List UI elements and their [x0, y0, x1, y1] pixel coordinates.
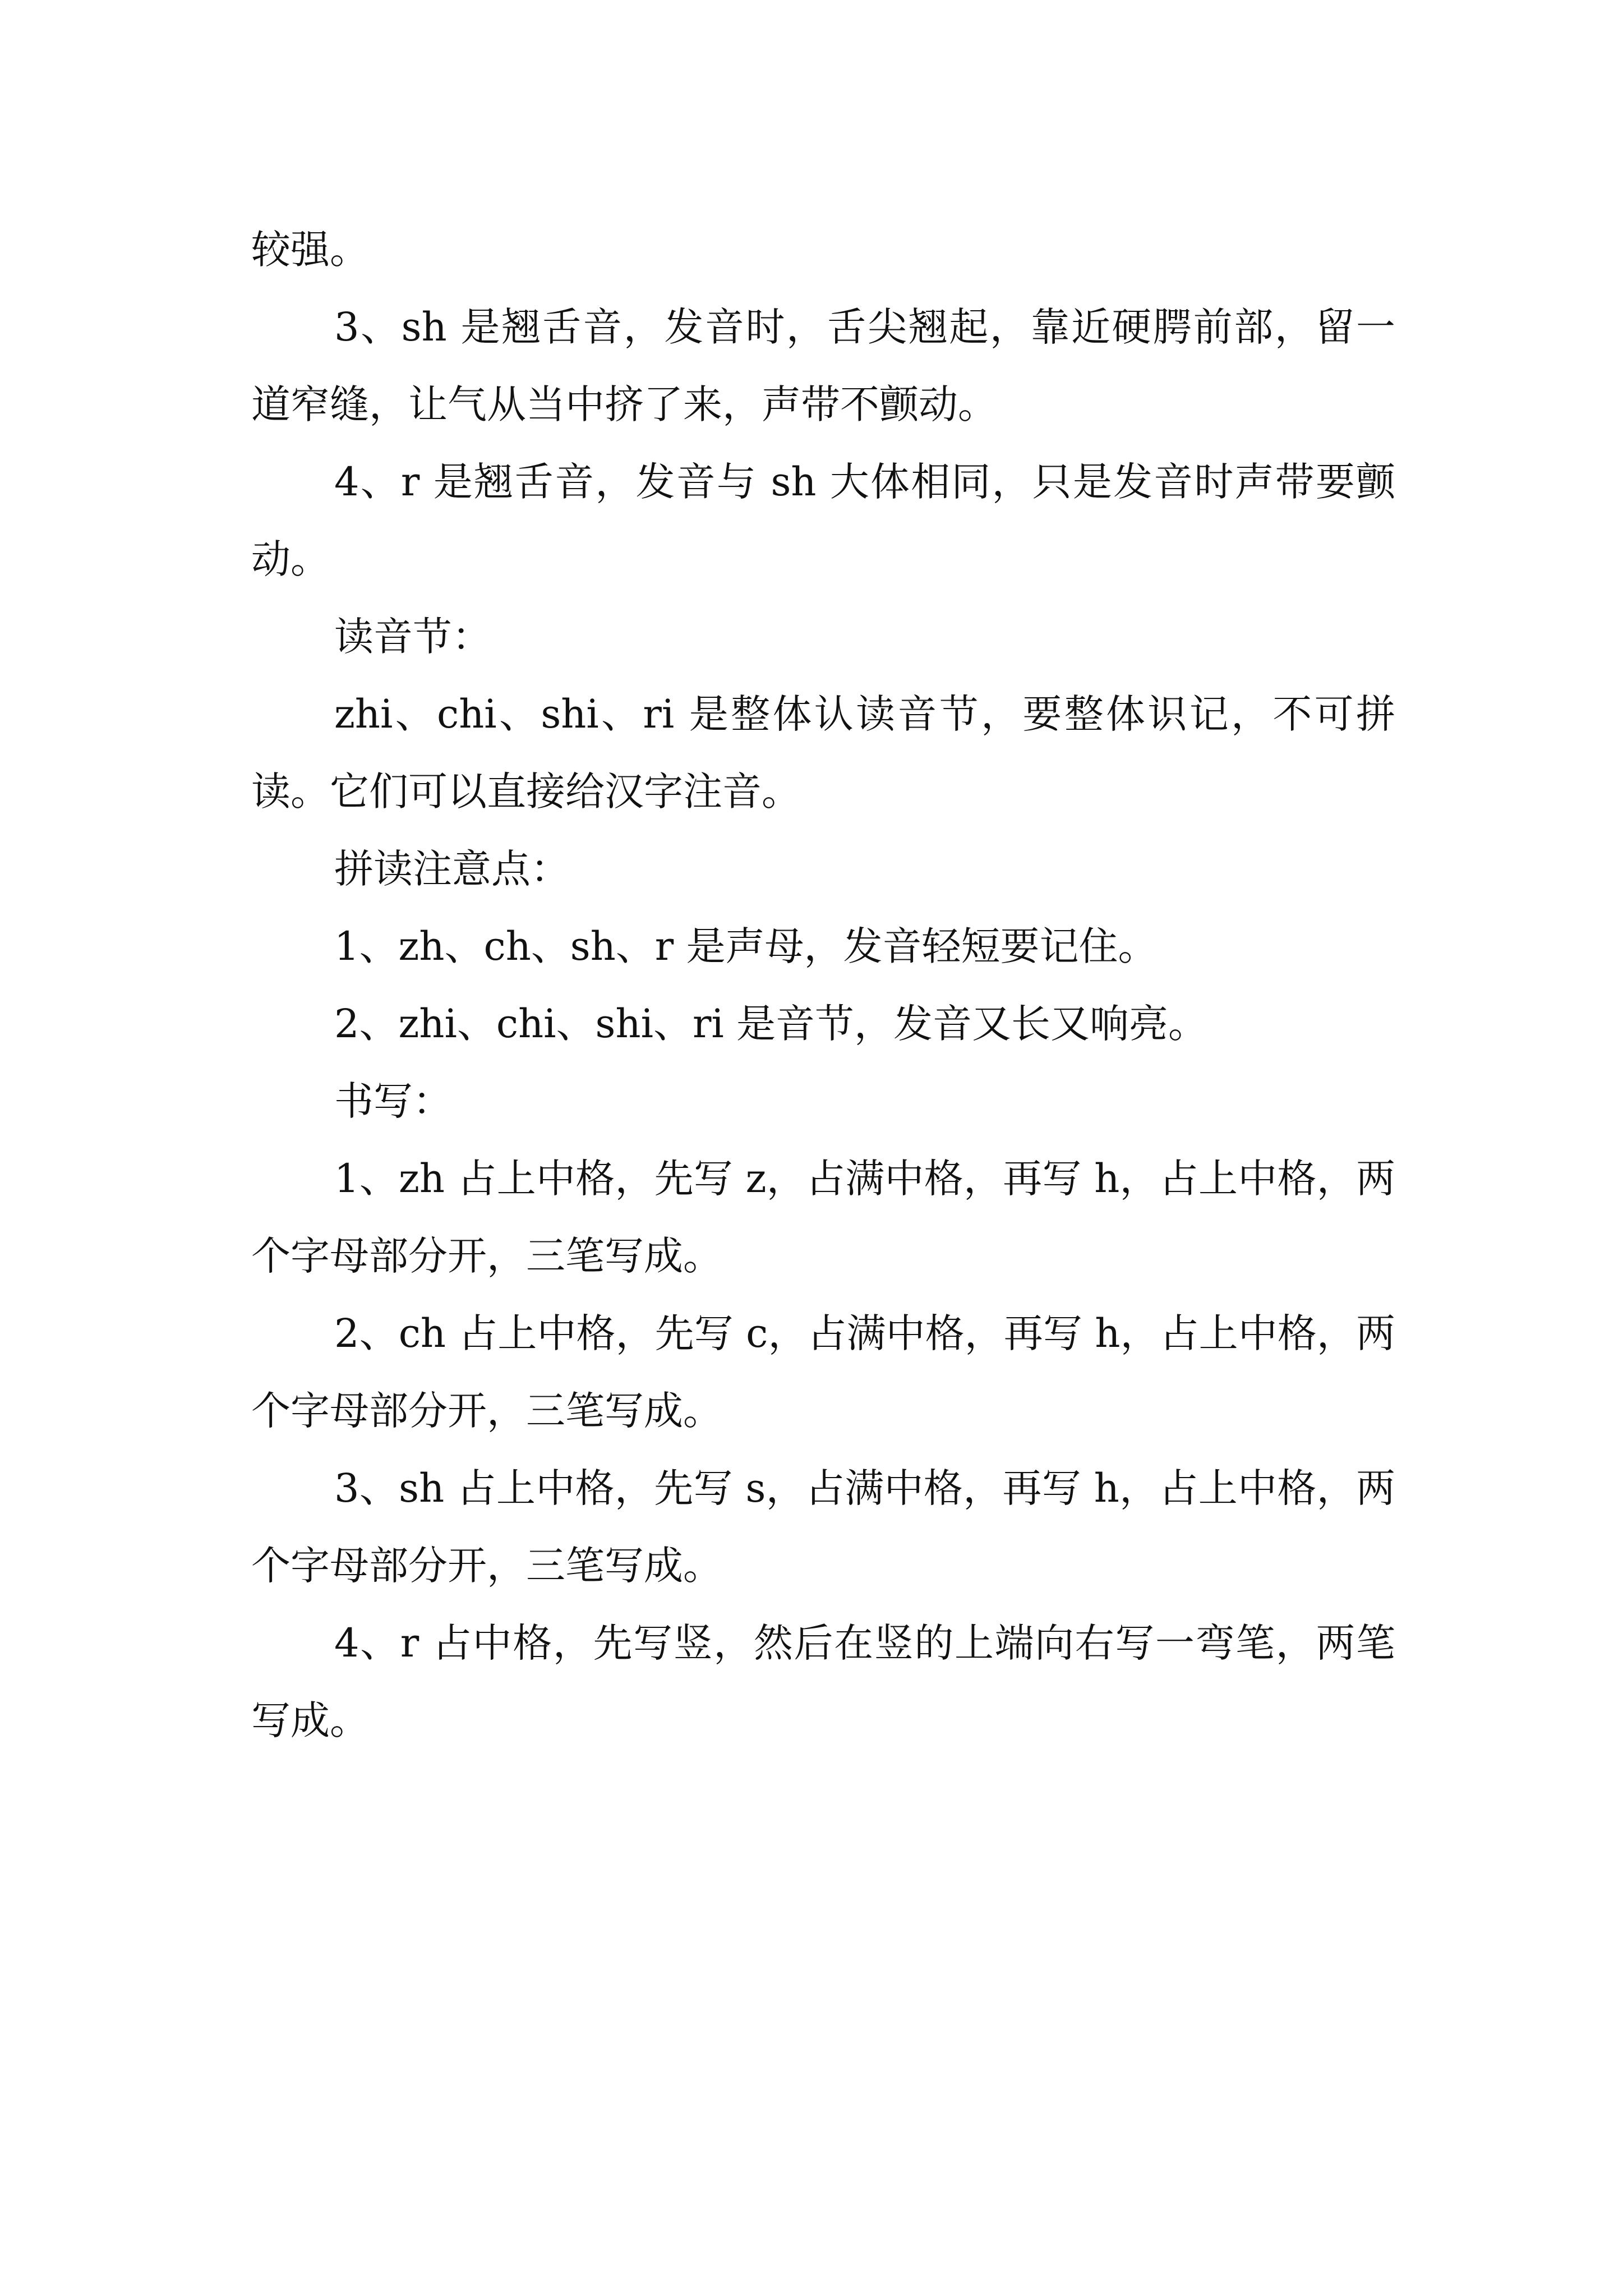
paragraph-writing-ch: 2、ch 占上中格，先写 c，占满中格，再写 h，占上中格，两个字母部分开，三笔写成。 — [251, 1310, 1395, 1434]
heading-writing: 书写： — [334, 1078, 452, 1124]
paragraph-whole-syllables: zhi、chi、shi、ri 是整体认读音节，要整体识记，不可拼读。它们可以直接给汉字注音。 — [251, 691, 1395, 815]
paragraph-writing-sh: 3、sh 占上中格，先写 s，占满中格，再写 h，占上中格，两个字母部分开，三笔写成。 — [251, 1465, 1395, 1589]
paragraph-note-syllables: 2、zhi、chi、shi、ri 是音节，发音又长又响亮。 — [334, 1001, 1208, 1047]
paragraph-sh-pronunciation: 3、sh 是翘舌音，发音时，舌尖翘起，靠近硬腭前部，留一道窄缝，让气从当中挤了来，声带不颤动。 — [251, 304, 1395, 427]
paragraph-note-initials: 1、zh、ch、sh、r 是声母，发音轻短要记住。 — [334, 923, 1158, 969]
paragraph-writing-zh: 1、zh 占上中格，先写 z，占满中格，再写 h，占上中格，两个字母部分开，三笔写成。 — [251, 1156, 1395, 1279]
paragraph-continuation: 较强。 — [251, 227, 369, 273]
heading-spelling-notes: 拼读注意点： — [334, 846, 570, 892]
heading-read-syllables: 读音节： — [334, 614, 491, 660]
paragraph-r-pronunciation: 4、r 是翘舌音，发音与 sh 大体相同，只是发音时声带要颤动。 — [251, 459, 1395, 582]
paragraph-writing-r: 4、r 占中格，先写竖，然后在竖的上端向右写一弯笔，两笔写成。 — [251, 1620, 1395, 1743]
document-body — [251, 211, 1395, 1759]
